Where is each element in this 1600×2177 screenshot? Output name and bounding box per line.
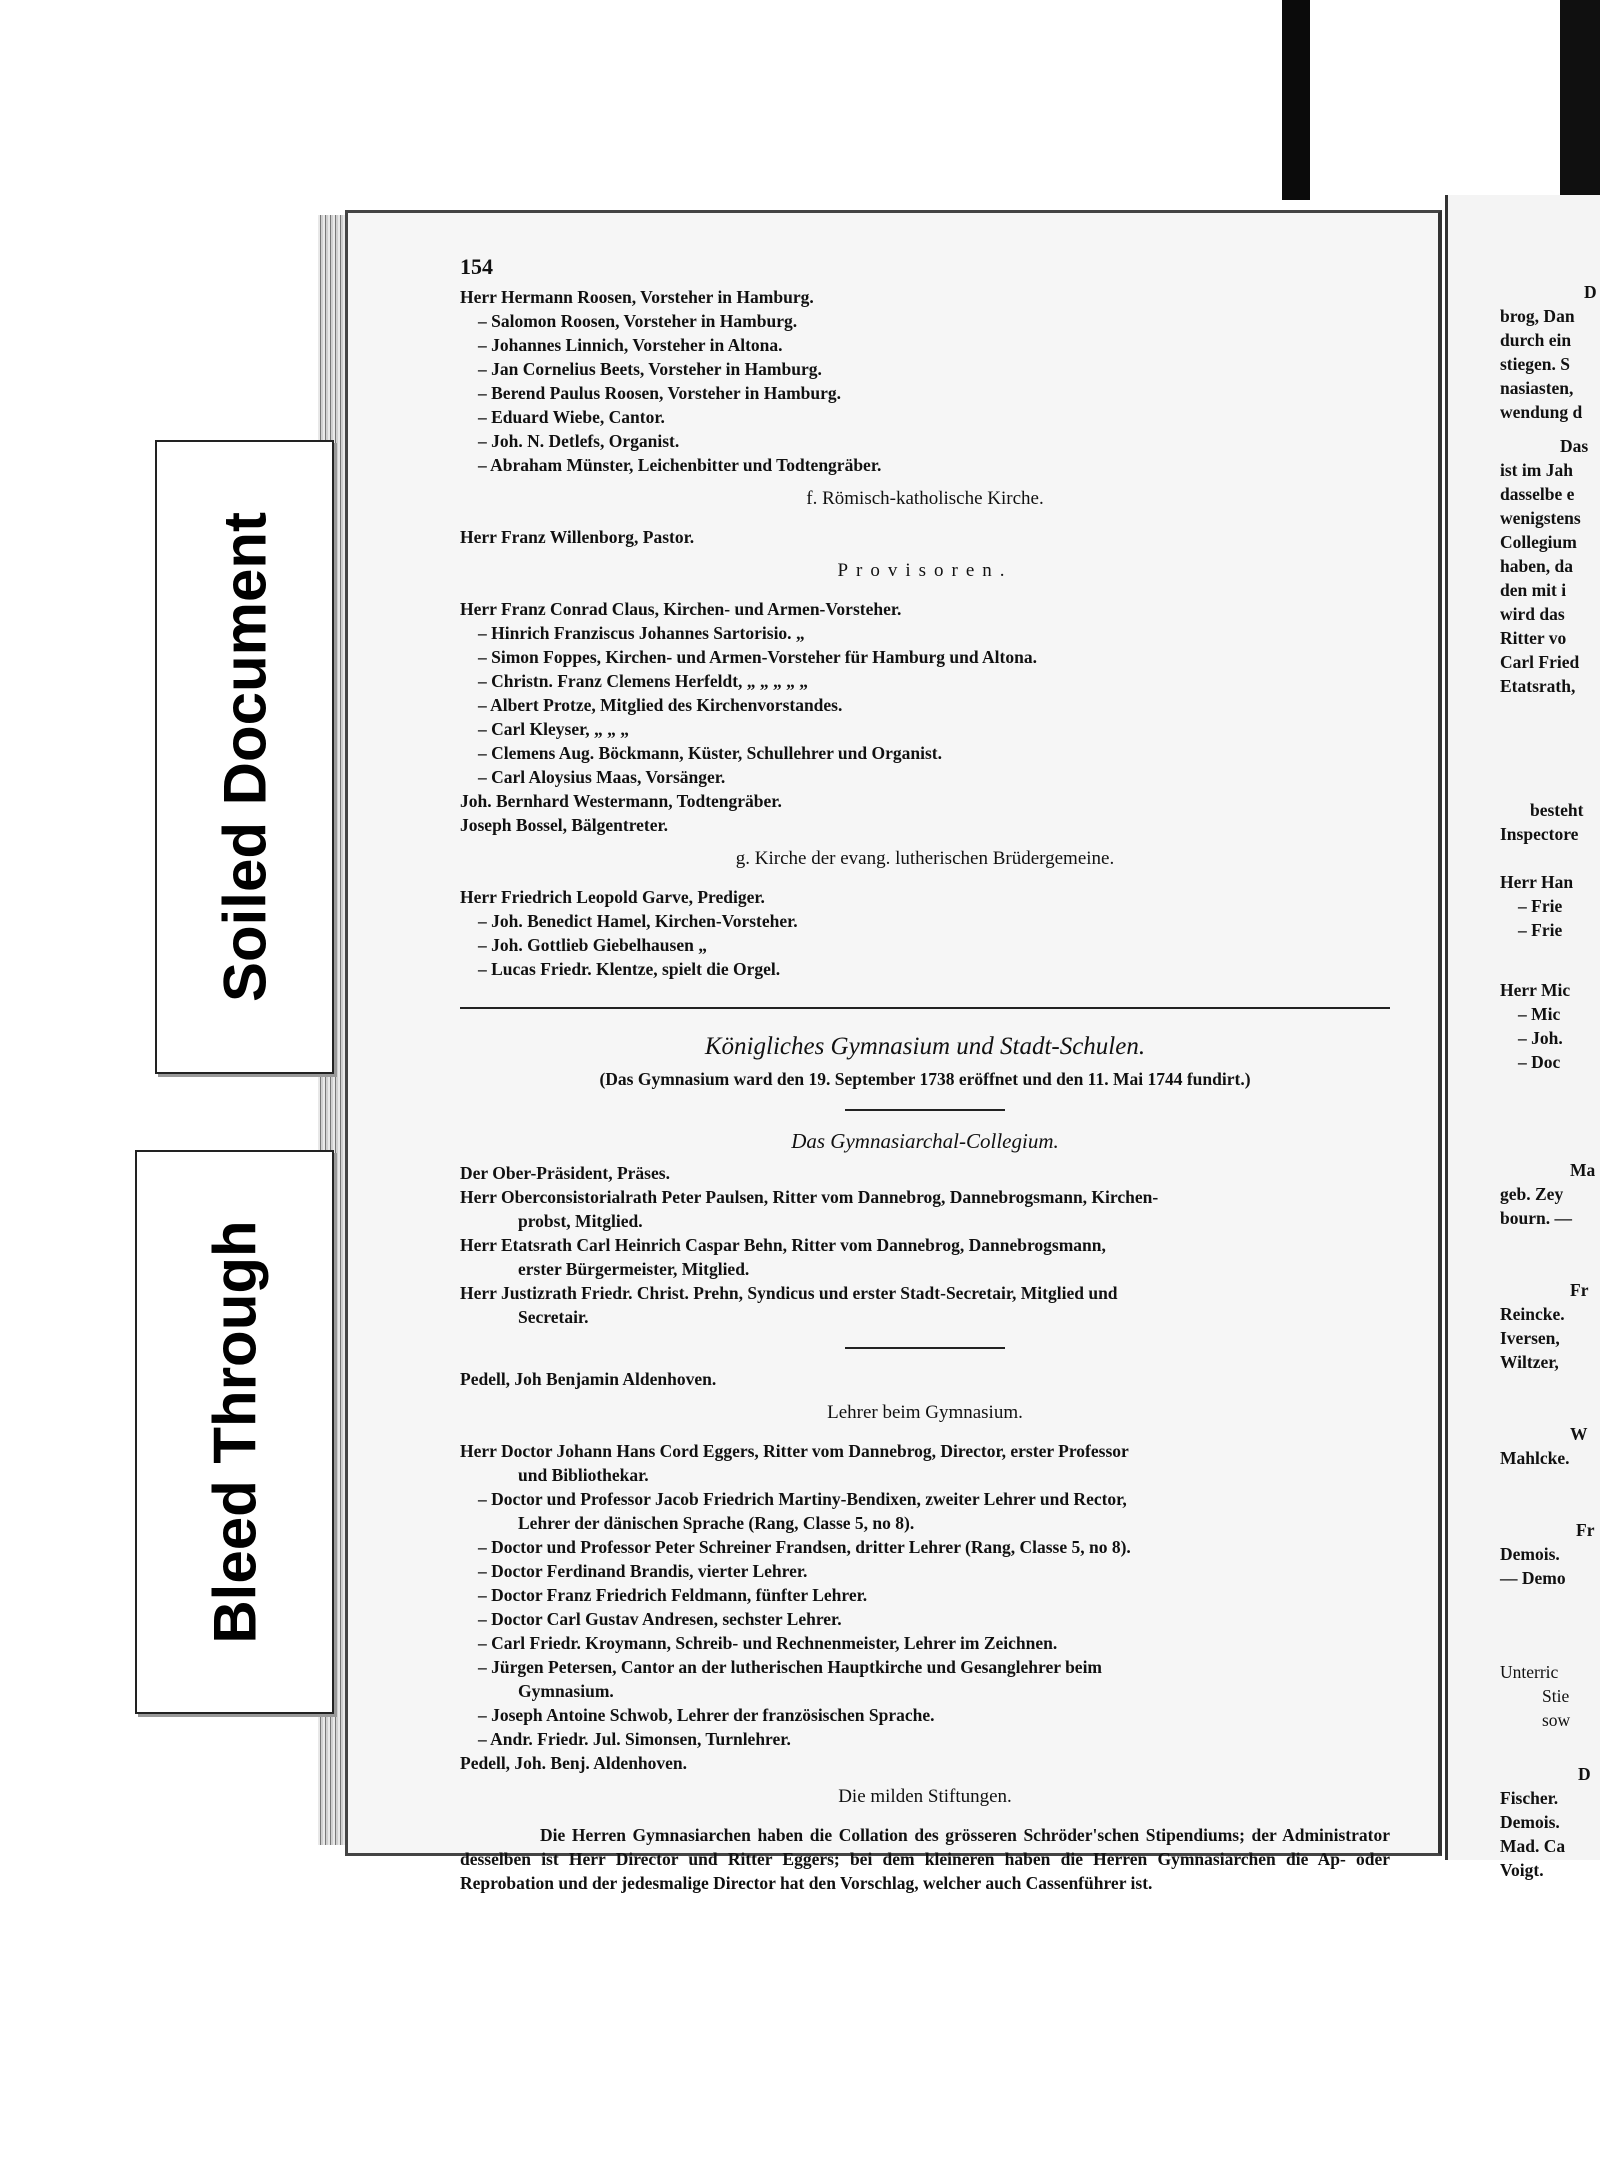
- bleed-through-label: Bleed Through: [201, 1220, 268, 1644]
- list-item: – Johannes Linnich, Vorsteher in Altona.: [478, 335, 783, 355]
- fragment: besteht: [1530, 800, 1584, 820]
- list-item: – Lucas Friedr. Klentze, spielt die Orgel.: [478, 959, 781, 979]
- fragment: Mad. Ca: [1500, 1836, 1566, 1856]
- collegium-heading: Das Gymnasiarchal-Collegium.: [791, 1129, 1059, 1153]
- list-item: Herr Friedrich Leopold Garve, Prediger.: [460, 887, 765, 907]
- fragment: Voigt.: [1500, 1860, 1544, 1880]
- list-item: – Carl Friedr. Kroymann, Schreib- und Rechnenmeister, Lehrer im Zeichnen.: [478, 1633, 1058, 1653]
- fragment: Fr: [1570, 1280, 1589, 1300]
- fragment: Etatsrath,: [1500, 676, 1576, 696]
- list-item: und Bibliothekar.: [518, 1465, 649, 1485]
- fragment: Wiltzer,: [1500, 1352, 1559, 1372]
- list-item: – Eduard Wiebe, Cantor.: [478, 407, 665, 427]
- section-e-list: [460, 285, 1390, 477]
- page-number: 154: [460, 254, 493, 279]
- list-item: – Salomon Roosen, Vorsteher in Hamburg.: [478, 311, 798, 331]
- fragment: Ritter vo: [1500, 628, 1567, 648]
- fragment: – Joh.: [1518, 1028, 1563, 1048]
- fragment: den mit i: [1500, 580, 1567, 600]
- scan-black-bar: [1282, 0, 1310, 200]
- list-item: Herr Oberconsistorialrath Peter Paulsen, Ritter vom Dannebrog, Dannebrogsmann, Kirchen-: [460, 1187, 1159, 1207]
- list-item: Herr Hermann Roosen, Vorsteher in Hamburg.: [460, 287, 814, 307]
- fragment: ist im Jah: [1500, 460, 1573, 480]
- stiftungen-paragraph: Die Herren Gymnasiarchen haben die Collation des grösseren Schröder'schen Stipendiums; der Administrator desselben ist Herr Director und Ritter Eggers; bei dem kleineren haben die Herren Gymnasiarchen die Ap- oder Reprobation und der jedesmalige Director hat den Vorschlag, welcher auch Cassenführer ist.: [460, 1825, 1390, 1893]
- heading-section-f: f. Römisch-katholische Kirche.: [806, 488, 1044, 509]
- list-item: – Christn. Franz Clemens Herfeldt, „ „ „ „ „: [478, 671, 809, 691]
- pedell-line: Pedell, Joh Benjamin Aldenhoven.: [460, 1369, 717, 1389]
- list-item: – Joh. Benedict Hamel, Kirchen-Vorsteher.: [478, 911, 798, 931]
- fragment: – Frie: [1518, 920, 1563, 940]
- fragment: wird das: [1500, 604, 1565, 624]
- list-item: Herr Justizrath Friedr. Christ. Prehn, Syndicus und erster Stadt-Secretair, Mitglied und: [460, 1283, 1118, 1303]
- bleed-through-tag: [135, 1150, 334, 1714]
- top-margin-strip: [1275, 0, 1600, 200]
- list-item: Der Ober-Präsident, Präses.: [460, 1163, 670, 1183]
- fragment: Reincke.: [1500, 1304, 1565, 1324]
- pedell-line: Pedell, Joh. Benj. Aldenhoven.: [460, 1753, 688, 1773]
- list-item: – Hinrich Franziscus Johannes Sartorisio. „: [478, 623, 805, 643]
- fragment: brog, Dan: [1500, 306, 1575, 326]
- fragment: nasiasten,: [1500, 378, 1574, 398]
- fragment: – Frie: [1518, 896, 1563, 916]
- fragment: W: [1570, 1424, 1588, 1444]
- heading-section-g: g. Kirche der evang. lutherischen Brüdergemeine.: [735, 848, 1115, 869]
- fragment: geb. Zey: [1500, 1184, 1564, 1204]
- fragment: Stie: [1542, 1686, 1570, 1706]
- list-item: – Doctor Carl Gustav Andresen, sechster Lehrer.: [478, 1609, 842, 1629]
- right-page-fragments: [1500, 280, 1600, 1882]
- fragment: Demois.: [1500, 1812, 1560, 1832]
- fragment: D: [1578, 1764, 1591, 1784]
- fragment: wenigstens: [1500, 508, 1581, 528]
- list-item: – Doctor und Professor Peter Schreiner Frandsen, dritter Lehrer (Rang, Classe 5, no 8).: [478, 1537, 1131, 1557]
- fragment: – Mic: [1518, 1004, 1561, 1024]
- list-item: – Clemens Aug. Böckmann, Küster, Schullehrer und Organist.: [478, 743, 942, 763]
- lehrer-heading: Lehrer beim Gymnasium.: [827, 1402, 1023, 1423]
- list-item: – Joh. Gottlieb Giebelhausen „: [478, 935, 707, 955]
- soiled-document-label: Soiled Document: [211, 511, 278, 1003]
- pastor-line: Herr Franz Willenborg, Pastor.: [460, 527, 695, 547]
- fragment: Fr: [1576, 1520, 1595, 1540]
- fragment: Iversen,: [1500, 1328, 1560, 1348]
- list-item: – Carl Kleyser, „ „ „: [478, 719, 629, 739]
- fragment: durch ein: [1500, 330, 1572, 350]
- collegium-list: [460, 1161, 1390, 1329]
- bruedergemeine-list: [460, 885, 1390, 981]
- list-item: Lehrer der dänischen Sprache (Rang, Classe 5, no 8).: [518, 1513, 915, 1533]
- list-item: – Jan Cornelius Beets, Vorsteher in Hamburg.: [478, 359, 822, 379]
- list-item: – Doctor und Professor Jacob Friedrich Martiny-Bendixen, zweiter Lehrer und Rector,: [478, 1489, 1127, 1509]
- provisoren-list: [460, 597, 1390, 837]
- short-divider: [845, 1109, 1005, 1111]
- list-item: Joseph Bossel, Bälgentreter.: [460, 815, 669, 835]
- gymnasium-note: (Das Gymnasium ward den 19. September 1738 eröffnet und den 11. Mai 1744 fundirt.): [599, 1069, 1251, 1089]
- list-item: – Simon Foppes, Kirchen- und Armen-Vorsteher für Hamburg und Altona.: [478, 647, 1037, 667]
- short-divider: [845, 1347, 1005, 1349]
- list-item: Joh. Bernhard Westermann, Todtengräber.: [460, 791, 782, 811]
- list-item: – Doctor Ferdinand Brandis, vierter Lehrer.: [478, 1561, 808, 1581]
- fragment: Herr Han: [1500, 872, 1574, 892]
- fragment: Das: [1560, 436, 1589, 456]
- fragment: – Doc: [1518, 1052, 1561, 1072]
- soiled-document-tag: [155, 440, 334, 1074]
- stiftungen-heading: Die milden Stiftungen.: [838, 1786, 1012, 1807]
- list-item: – Doctor Franz Friedrich Feldmann, fünfter Lehrer.: [478, 1585, 868, 1605]
- fragment: Herr Mic: [1500, 980, 1571, 1000]
- list-item: – Andr. Friedr. Jul. Simonsen, Turnlehrer.: [478, 1729, 791, 1749]
- list-item: Gymnasium.: [518, 1681, 614, 1701]
- list-item: – Joseph Antoine Schwob, Lehrer der französischen Sprache.: [478, 1705, 935, 1725]
- scan-dark-edge: [1560, 0, 1600, 200]
- fragment: Inspectore: [1500, 824, 1579, 844]
- fragment: dasselbe e: [1500, 484, 1575, 504]
- list-item: – Jürgen Petersen, Cantor an der lutherischen Hauptkirche und Gesanglehrer beim: [478, 1657, 1103, 1677]
- fragment: — Demo: [1500, 1568, 1566, 1588]
- fragment: sow: [1542, 1710, 1571, 1730]
- fragment: Fischer.: [1500, 1788, 1559, 1808]
- fragment: haben, da: [1500, 556, 1573, 576]
- gymnasium-title: Königliches Gymnasium und Stadt-Schulen.: [704, 1033, 1146, 1060]
- fragment: D: [1584, 282, 1597, 302]
- fragment: Carl Fried: [1500, 652, 1580, 672]
- list-item: Herr Etatsrath Carl Heinrich Caspar Behn, Ritter vom Dannebrog, Dannebrogsmann,: [460, 1235, 1106, 1255]
- lehrer-list: [460, 1439, 1390, 1751]
- heading-provisoren: Provisoren.: [837, 560, 1013, 581]
- fragment: wendung d: [1500, 402, 1583, 422]
- fragment: Mahlcke.: [1500, 1448, 1570, 1468]
- list-item: Herr Doctor Johann Hans Cord Eggers, Ritter vom Dannebrog, Director, erster Professor: [460, 1441, 1129, 1461]
- list-item: – Albert Protze, Mitglied des Kirchenvorstandes.: [478, 695, 843, 715]
- left-page-text: [460, 255, 1390, 1895]
- fragment: bourn. —: [1500, 1208, 1572, 1228]
- list-item: – Carl Aloysius Maas, Vorsänger.: [478, 767, 726, 787]
- fragment: stiegen. S: [1500, 354, 1570, 374]
- fragment: Demois.: [1500, 1544, 1560, 1564]
- list-item: probst, Mitglied.: [518, 1211, 643, 1231]
- fragment: Collegium: [1500, 532, 1577, 552]
- list-item: erster Bürgermeister, Mitglied.: [518, 1259, 750, 1279]
- list-item: – Berend Paulus Roosen, Vorsteher in Hamburg.: [478, 383, 842, 403]
- list-item: Herr Franz Conrad Claus, Kirchen- und Armen-Vorsteher.: [460, 599, 902, 619]
- list-item: – Joh. N. Detlefs, Organist.: [478, 431, 680, 451]
- fragment: Ma: [1570, 1160, 1596, 1180]
- section-divider: [460, 1007, 1390, 1009]
- list-item: – Abraham Münster, Leichenbitter und Todtengräber.: [478, 455, 882, 475]
- fragment: Unterric: [1500, 1662, 1559, 1682]
- list-item: Secretair.: [518, 1307, 589, 1327]
